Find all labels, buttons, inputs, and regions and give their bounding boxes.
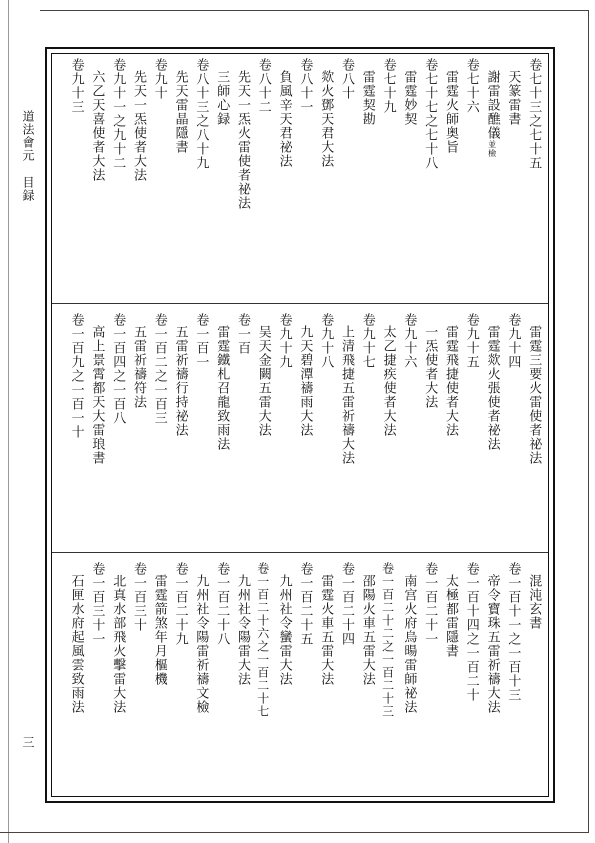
toc-entry-title: 雷霆妙契 (401, 70, 417, 126)
toc-volume-label: 卷八十一 (297, 58, 313, 114)
tier-bottom (55, 562, 545, 790)
page-bottom-edge (0, 832, 589, 833)
toc-entry-title: 雷霆三要火雷使者祕法 (526, 325, 542, 465)
toc-entry-title: 九天碧潭禱雨大法 (297, 325, 313, 437)
toc-volume-label: 卷八十 (339, 58, 354, 100)
toc-entry-title: 雷霆箭煞年月樞機 (151, 574, 167, 686)
toc-entry-title: 南宫火府烏暘雷師祕法 (401, 574, 417, 714)
toc-entry-title: 石匣水府起風雲致雨法 (68, 574, 84, 714)
toc-volume-label: 卷八十二 (255, 58, 271, 114)
page-right-edge (588, 10, 589, 833)
book-title: 道法會元 (21, 110, 35, 162)
toc-volume-label: 卷九十一之九十二 (110, 58, 126, 170)
toc-volume-label: 卷九十六 (401, 313, 417, 369)
toc-entry-title: 先天一炁使者大法 (131, 70, 146, 182)
toc-volume-label: 卷八十三之八十九 (193, 58, 209, 170)
tier-top (55, 58, 545, 298)
toc-entry-title: 先天一炁火雷使者祕法 (235, 70, 250, 210)
toc-volume-label: 卷一百二十九 (172, 562, 188, 646)
toc-volume-label: 卷一百九之一百一十 (68, 313, 84, 439)
toc-entry-title: 負風辛天君祕法 (276, 70, 292, 168)
toc-entry-title: 六乙天喜使者大法 (89, 70, 105, 182)
toc-volume-label: 卷九十九 (276, 313, 292, 369)
toc-entry-title: 五雷祈禱行持祕法 (172, 325, 188, 437)
toc-entry-note: 並檢 (487, 140, 497, 158)
toc-entry-title: 上清飛捷五雷祈禱大法 (339, 325, 354, 465)
section-title: 目録 (21, 176, 35, 202)
toc-entry-title: 三師心録 (214, 70, 230, 126)
toc-entry-title: 高上景霄都天大雷琅書 (89, 325, 105, 465)
toc-entry-title: 雷霆鐵札召龍致雨法 (214, 325, 230, 451)
toc-volume-label: 卷一百二十四 (339, 562, 354, 646)
page-left-edge (8, 0, 9, 843)
toc-volume-label: 卷七十九 (380, 58, 396, 114)
page-top-edge (40, 10, 589, 11)
toc-entry-title: 五雷祈禱符法 (131, 325, 146, 409)
toc-entry-title: 天篆雷書 (505, 70, 521, 126)
toc-volume-label: 卷九十四 (505, 313, 521, 369)
toc-volume-label: 卷一百二十六之一百二十七 (255, 562, 270, 718)
toc-entry-title: 九州社令蠻雷大法 (276, 574, 292, 686)
toc-entry-title: 太極都雷隱書 (443, 574, 458, 658)
toc-entry-title: 混沌玄書 (526, 574, 542, 630)
toc-entry-title: 帝令寶珠五雷祈禱大法 (484, 574, 500, 714)
toc-entry-title: 謝雷設醮儀並檢 (484, 70, 500, 158)
toc-entry-title: 雷霆火師奥旨 (443, 70, 458, 154)
toc-volume-label: 卷九十五 (463, 313, 479, 369)
toc-volume-label: 卷九十 (151, 58, 167, 100)
toc-entry-title: 邵陽火車五雷大法 (359, 574, 375, 686)
toc-volume-label: 卷九十七 (359, 313, 375, 369)
toc-volume-label: 卷一百二十五 (297, 562, 313, 646)
toc-volume-label: 卷一百三十 (131, 562, 146, 632)
toc-entry-title: 雷霆契勘 (359, 70, 375, 126)
toc-volume-label: 卷七十六 (463, 58, 479, 114)
tier-divider (52, 303, 548, 304)
toc-entry-title: 先天雷晶隱書 (172, 70, 188, 154)
toc-volume-label: 卷一百二之一百三 (151, 313, 167, 425)
toc-volume-label: 卷一百一 (193, 313, 209, 369)
toc-volume-label: 卷一百十一之一百十三 (505, 562, 521, 702)
toc-volume-label: 卷一百二十一 (422, 562, 438, 646)
toc-volume-label: 卷一百二十八 (214, 562, 230, 646)
toc-volume-label: 卷一百四之一百八 (110, 313, 126, 425)
toc-entry-title: 北真水部飛火擊雷大法 (110, 574, 126, 714)
margin-header (20, 110, 37, 202)
toc-entry-title: 九州社令陽雷大法 (235, 574, 250, 686)
toc-entry-title: 吴天金闕五雷大法 (255, 325, 271, 437)
toc-entry-title: 一炁使者大法 (422, 325, 438, 409)
toc-entry-title: 雷霆火車五雷大法 (318, 574, 334, 686)
toc-entry-title: 太乙捷疾使者大法 (380, 325, 396, 437)
toc-volume-label: 卷七十七之七十八 (422, 58, 438, 170)
page-number: 三 (21, 736, 35, 748)
toc-volume-label: 卷一百 (235, 313, 250, 355)
toc-entry-title: 九州社令陽雷祈禱文檢 (193, 574, 209, 714)
toc-volume-label: 卷九十八 (318, 313, 334, 369)
tier-middle (55, 313, 545, 553)
toc-volume-label: 卷九十三 (68, 58, 84, 114)
toc-entry-title: 雷霆欻火張使者祕法 (484, 325, 500, 451)
toc-volume-label: 卷一百十四之一百二十 (463, 562, 479, 702)
toc-volume-label: 卷一百二十二之一百二十三 (380, 562, 395, 718)
toc-entry-title: 欻火鄧天君大法 (318, 70, 334, 168)
toc-volume-label: 卷一百三十一 (89, 562, 105, 646)
toc-entry-title: 雷霆飛捷使者大法 (443, 325, 458, 437)
toc-volume-label: 卷七十三之七十五 (526, 58, 542, 170)
